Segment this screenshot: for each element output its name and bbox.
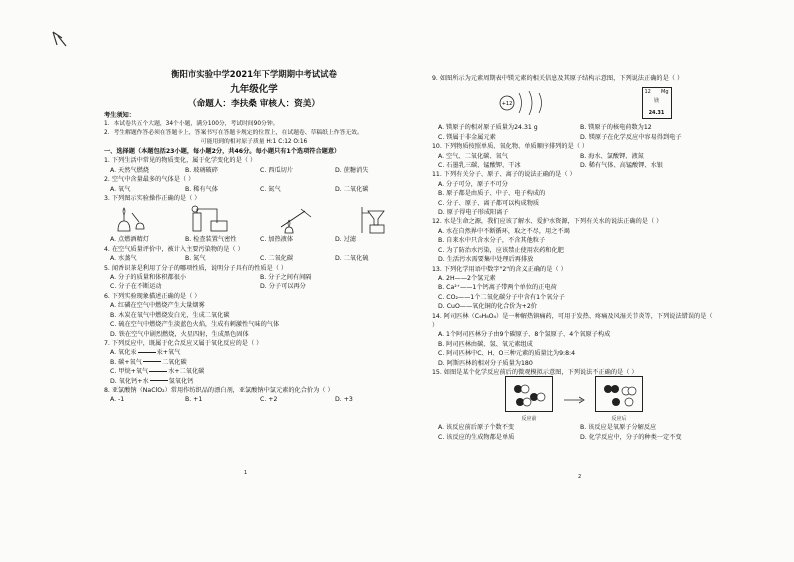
option-b: B. +1 xyxy=(185,396,203,404)
question-10-options-ab xyxy=(432,152,716,161)
question-3: 3. 下列图示实验操作正确的是（ ） xyxy=(104,195,201,203)
option-c: C. 为了防治水污染，应该禁止使用农药和化肥 xyxy=(438,246,564,254)
option-d: D. +3 xyxy=(335,396,353,404)
atom-structure-icon xyxy=(493,86,553,120)
exam-title-authors: （命题人：李扶桑 审核人：资美） xyxy=(188,99,320,109)
caption-before: 反应前 xyxy=(521,416,537,423)
option-c: C. 阿司匹林中C、H、O三种元素的质量比为9:8:4 xyxy=(438,350,576,358)
question-8-options xyxy=(104,395,404,404)
question-4: 4. 在空气质量评价中，被计入主要污染物的是（ ） xyxy=(104,245,244,253)
option-a: A. 红磷在空气中燃烧产生大量烟雾 xyxy=(110,302,205,310)
option-a: A. 分子可分，原子不可分 xyxy=(438,180,508,188)
option-b: B. 碳+氧气 二氧化碳 xyxy=(110,358,187,366)
option-a: A. -1 xyxy=(110,396,125,404)
question-15: 15. 如图是某个化学反应前后的微观模拟示意图，下列说法不正确的是（ ） xyxy=(432,368,638,376)
molecules-before-icon xyxy=(505,376,553,412)
question-2-options xyxy=(104,185,404,194)
option-c: C. CO₂——1个二氧化碳分子中含有1个氧分子 xyxy=(438,293,565,301)
option-a: A. 水蒸气 xyxy=(110,255,137,263)
option-b: B. 自来水中只含水分子，不含其他粒子 xyxy=(438,237,546,245)
option-d: D. 过滤 xyxy=(335,236,357,244)
option-b: B. 稀有气体 xyxy=(185,185,218,193)
option-a: A. 天然气燃烧 xyxy=(110,166,149,174)
arrow-right-icon xyxy=(563,396,585,404)
question-1-options xyxy=(104,166,404,175)
reaction-arrow xyxy=(143,361,161,362)
option-c: C. 该反应的生成物都是单质 xyxy=(438,433,515,441)
question-2: 2. 空气中含量最多的气体是（ ） xyxy=(104,176,195,184)
option-a: A. 1个阿司匹林分子由9个碳原子、8个氢原子、4个氧原子构成 xyxy=(438,331,611,339)
option-c: C. 硫在空气中燃烧产生淡蓝色火焰，生成有刺激性气味的气体 xyxy=(110,321,280,329)
element-card-mg: 12 Mg 镁 24.31 xyxy=(642,87,672,119)
option-a: A. 点燃酒精灯 xyxy=(110,236,149,244)
option-a: A. 分子的质量和体积都很小 xyxy=(110,274,187,282)
option-c: C. 甲烷+氧气 水+二氧化碳 xyxy=(110,368,205,376)
reaction-after xyxy=(595,376,643,425)
option-d: D. 原子得电子形成阳离子 xyxy=(438,209,509,217)
heating-liquid-icon xyxy=(271,205,321,235)
option-d: D. 二氧化硫 xyxy=(335,255,369,263)
handwritten-mark-icon xyxy=(50,30,70,48)
atomic-masses: 可能用到的相对原子质量 H:1 C:12 O:16 xyxy=(200,139,308,145)
notice-2: 2．考生解题作答必须在答题卡上，答案书写在答题卡规定的位置上，在试题卷、草稿纸上作答无效。 xyxy=(104,130,363,136)
question-13: 13. 下列化学用语中数字"2"的含义正确的是（ ） xyxy=(432,265,567,273)
option-d: D. CuO——氧化铜的化合价为+2价 xyxy=(438,303,537,311)
question-15-options-ab xyxy=(432,423,716,432)
option-a: A. 镁原子的相对原子质量为24.31 g xyxy=(438,124,538,132)
question-9-options-ab xyxy=(432,123,716,132)
lab-diagrams xyxy=(104,203,404,235)
option-d: D. 蔗糖消失 xyxy=(335,166,369,174)
option-d: D. 铁在空气中剧烈燃烧，火星四射，生成黑色固体 xyxy=(110,330,249,338)
notice-title: 考生须知： xyxy=(104,112,135,119)
question-4-options xyxy=(104,254,404,263)
option-b: B. Ca²⁺——1个钙离子带两个单位的正电荷 xyxy=(438,284,557,292)
option-c: C. 分子在不断运动 xyxy=(110,283,162,291)
reaction-arrow xyxy=(138,352,156,353)
option-b: B. 该反应是氧原子分解反应 xyxy=(580,424,657,432)
option-c: C. 石墨乳三碳、锰酸钾、干冰 xyxy=(438,162,521,170)
question-15-options-cd xyxy=(432,433,716,442)
option-b: B. 木炭在氧气中燃烧发白光，生成二氧化碳 xyxy=(110,311,230,319)
option-c: C. 加热液体 xyxy=(260,236,294,244)
caption-after: 反应后 xyxy=(611,416,627,423)
page-number-left: 1 xyxy=(244,470,248,476)
reaction-diagram xyxy=(432,377,716,423)
question-1: 1. 下列生活中常见的物质变化，属于化学变化的是（ ） xyxy=(104,157,257,165)
option-a: A. 氧气 xyxy=(110,185,131,193)
option-d: D. 氧化钙+水 氢氧化钙 xyxy=(110,377,194,385)
option-a: A. 空气、二氧化碳、氧气 xyxy=(438,152,508,160)
option-d: D. 稀有气体、高锰酸钾、水银 xyxy=(580,162,663,170)
option-b: B. 氮气 xyxy=(185,255,206,263)
left-page xyxy=(104,66,404,496)
question-14: 14. 阿司匹林（C₉H₈O₄）是一种解热镇痛药，可用于发热、疼痛及风湿关节炎等，下列说法错误的是（ ） xyxy=(432,312,713,329)
question-9: 9. 如图所示为元素周期表中镁元素的相关信息及其原子结构示意图，下列说法正确的是（ ） xyxy=(432,75,684,82)
notice-1: 1．本试卷共五个大题，34个小题，满分100分，考试时间90分钟。 xyxy=(104,121,279,127)
option-b: B. 阿司匹林由碳、氢、氧元素组成 xyxy=(438,340,533,348)
exam-title-school: 衡阳市实验中学2021年下学期期中考试试卷 xyxy=(171,69,337,79)
magnesium-figure xyxy=(432,83,716,123)
question-10: 10. 下列物质按照单质、氧化物、单质顺序排列的是（ ） xyxy=(432,143,589,151)
option-b: B. 镁原子的核电荷数为12 xyxy=(580,124,652,132)
option-d: D. 二氧化碳 xyxy=(335,185,369,193)
option-c: C. +2 xyxy=(260,396,278,404)
option-a: A. 氧化汞 汞+氧气 xyxy=(110,349,181,357)
question-3-options xyxy=(104,235,404,244)
option-a: A. 2H——2个氢元素 xyxy=(438,274,496,282)
option-a: A. 水在自然界中不断循环，取之不尽，用之不竭 xyxy=(438,227,570,235)
exam-title-grade: 九年级化学 xyxy=(230,84,278,95)
svg-text:+12: +12 xyxy=(501,101,512,108)
option-c: C. 分子、原子、离子都可以构成物质 xyxy=(438,199,540,207)
option-b: B. 玻璃破碎 xyxy=(185,166,218,174)
question-5-options-ab xyxy=(104,273,404,282)
alcohol-lamp-icon xyxy=(112,205,152,235)
option-b: B. 检查装置气密性 xyxy=(185,236,237,244)
right-page xyxy=(432,74,716,504)
option-d: D. 阿斯匹林的相对分子质量为180 xyxy=(438,359,533,367)
option-a: A. 该反应前后原子个数不变 xyxy=(438,424,515,432)
option-b: B. 原子都是由质子、中子、电子构成的 xyxy=(438,190,546,198)
airtightness-apparatus-icon xyxy=(187,205,237,235)
option-b: B. 海水、氯酸钾、液氮 xyxy=(580,152,644,160)
option-d: D. 镁原子在化学反应中容易得到电子 xyxy=(580,133,682,141)
option-b: B. 分子之间有间隔 xyxy=(260,274,312,282)
question-12: 12. 水是生命之源，我们应该了解水、爱护水资源，下列有关水的说法正确的是（ ） xyxy=(432,218,663,226)
option-d: D. 分子可以再分 xyxy=(260,283,306,291)
option-c: C. 二氧化碳 xyxy=(260,255,294,263)
question-11: 11. 下列有关分子、原子、离子的说法正确的是（ ） xyxy=(432,171,576,179)
question-8: 8. 亚氯酸钠（NaClO₂）常用作纺织品的漂白剂，亚氯酸钠中氯元素的化合价为（ ） xyxy=(104,386,334,394)
section-1-heading: 一、选择题（本题包括23小题，每小题2分，共46分。每小题只有1个选项符合题意） xyxy=(104,148,341,155)
page-number-right: 2 xyxy=(578,474,582,480)
question-9-options-cd xyxy=(432,133,716,142)
question-10-options-cd xyxy=(432,161,716,170)
question-5-options-cd xyxy=(104,282,404,291)
filtration-icon xyxy=(356,205,396,235)
option-d: D. 生活污水需要集中处理后再排放 xyxy=(438,256,534,264)
question-7: 7. 下列反应中，既属于化合反应又属于氧化反应的是（ ） xyxy=(104,339,263,347)
option-c: C. 镁属于非金属元素 xyxy=(438,133,496,141)
option-c: C. 西瓜切片 xyxy=(260,166,294,174)
reaction-arrow xyxy=(150,380,168,381)
reaction-before xyxy=(505,376,553,425)
option-c: C. 氮气 xyxy=(260,185,281,193)
option-d: D. 化学反应中，分子的种类一定不变 xyxy=(580,433,682,441)
molecules-after-icon xyxy=(595,376,643,412)
question-6: 6. 下列实验现象描述正确的是（ ） xyxy=(104,292,201,300)
reaction-arrow xyxy=(149,371,167,372)
question-5: 5. 闻香识茶是利用了分子的哪项性质，说明分子具有的性质是（ ） xyxy=(104,264,288,272)
